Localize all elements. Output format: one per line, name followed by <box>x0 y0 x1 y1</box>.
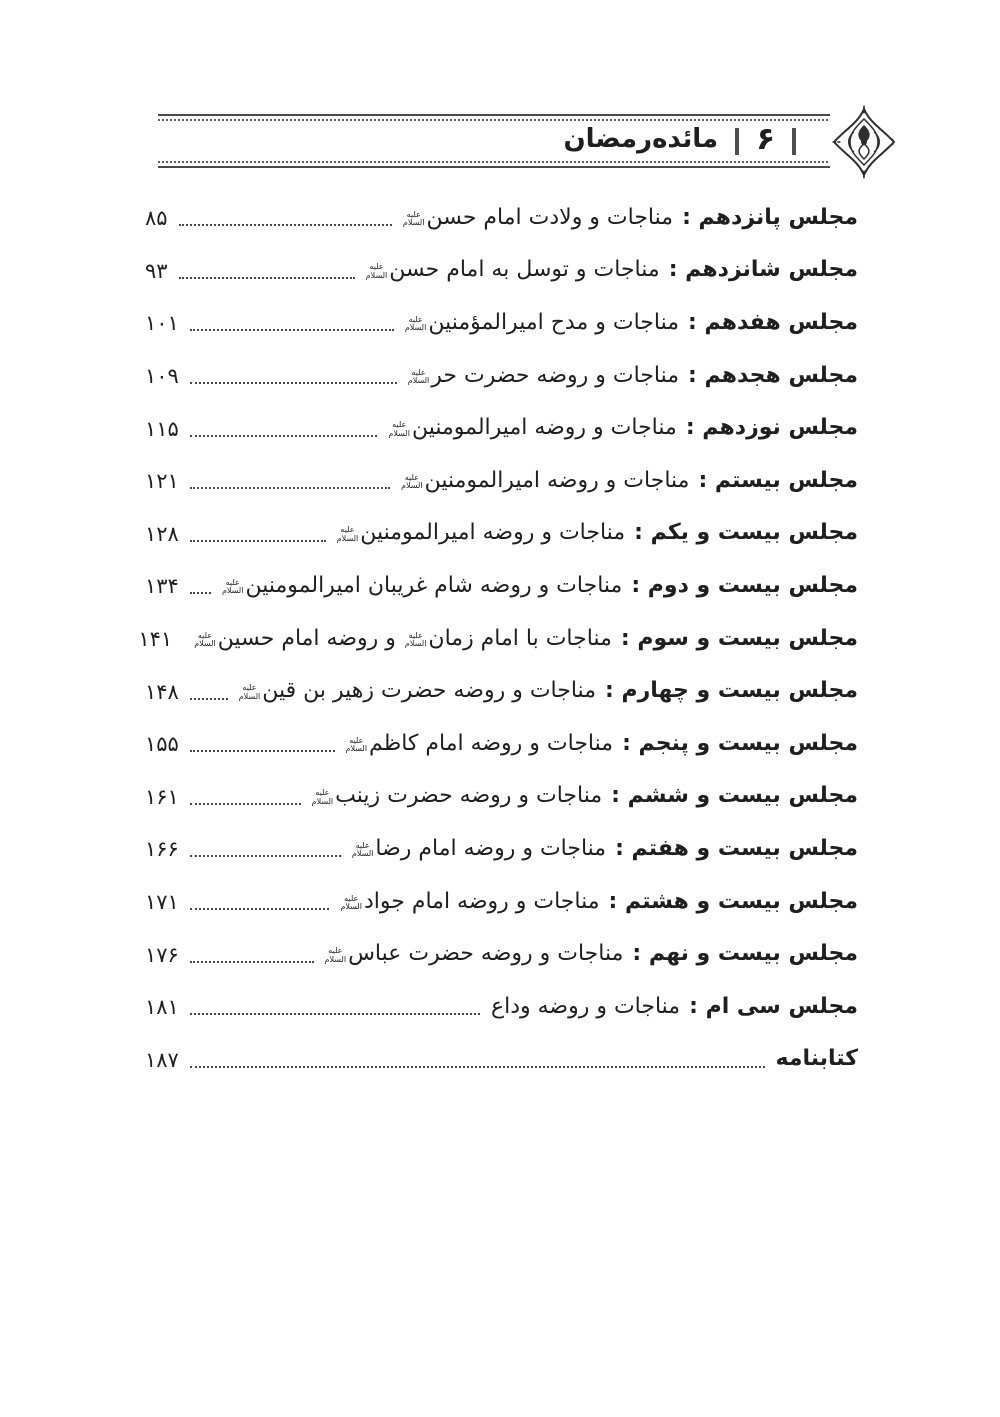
toc-entry-label: مجلس بیست و سوم : <box>620 625 858 651</box>
toc-entry <box>145 770 858 823</box>
separator-bar <box>792 128 796 155</box>
toc-entry-page-number: ۹۳ <box>145 258 168 283</box>
dotted-leader <box>190 1066 765 1068</box>
toc-entry-page-number: ۱۷۶ <box>145 942 179 967</box>
dotted-leader <box>179 224 392 226</box>
toc-entry-label: مجلس بیست و هشتم : <box>608 888 858 914</box>
toc-entry <box>145 1033 858 1086</box>
toc-entry <box>138 612 858 665</box>
toc-entry-label: مجلس نوزدهم : <box>685 415 858 441</box>
honorific-mark-icon: علیه السلام <box>407 367 430 385</box>
toc-entry <box>145 349 858 402</box>
dotted-leader <box>190 803 301 805</box>
toc-entry-label: مجلس پانزدهم : <box>682 204 858 230</box>
honorific-mark-icon: علیه السلام <box>238 683 261 701</box>
header-content <box>158 114 860 168</box>
toc-entry <box>145 717 858 770</box>
toc-entry-text: مناجات و روضه امیرالمومنین علیه السلام <box>401 467 690 493</box>
toc-entry-label: مجلس سی ام : <box>689 993 858 1019</box>
toc-entry-label: مجلس بیست و نهم : <box>632 941 858 967</box>
toc-entry-text: مناجات با امام زمان علیه السلام <box>404 625 612 651</box>
toc-entry <box>145 507 858 560</box>
header-page-number: ۶ <box>756 120 775 157</box>
honorific-mark-icon: علیه السلام <box>345 735 368 754</box>
toc-entry-text: و روضه امام حسین علیه السلام <box>194 625 396 651</box>
toc-entry-label: مجلس هجدهم : <box>688 362 858 388</box>
book-title: مائده‌رمضان <box>563 124 719 154</box>
floral-medallion-icon <box>830 105 898 179</box>
honorific-mark-icon: علیه السلام <box>221 577 244 596</box>
toc-entry-page-number: ۱۶۶ <box>145 837 179 862</box>
dotted-leader <box>190 1013 480 1015</box>
toc-entry-text: مناجات و روضه امیرالمومنین علیه السلام <box>336 520 626 546</box>
toc-entry-text: مناجات و ولادت امام حسن علیه السلام <box>402 204 674 230</box>
honorific-mark-icon: علیه السلام <box>388 420 410 438</box>
dotted-leader <box>190 540 326 542</box>
toc-entry-label: مجلس بیست و یکم : <box>634 520 858 546</box>
dotted-leader <box>190 487 390 489</box>
honorific-mark-icon: علیه السلام <box>365 262 388 280</box>
dotted-leader <box>190 592 211 594</box>
dotted-leader <box>190 698 228 700</box>
dotted-leader <box>190 435 378 437</box>
toc-entry <box>145 664 858 717</box>
honorific-mark-icon: علیه السلام <box>324 946 347 964</box>
toc-entry-label: مجلس شانزدهم : <box>668 257 858 283</box>
toc-entry-text: مناجات و روضه حضرت زینب علیه السلام <box>311 783 603 809</box>
honorific-mark-icon: علیه السلام <box>336 525 359 543</box>
honorific-mark-icon: علیه السلام <box>194 630 216 648</box>
toc-entry-label: مجلس بیست و دوم : <box>631 572 858 598</box>
toc-entry-text: مناجات و روضه امام جواد علیه السلام <box>340 888 600 914</box>
toc-entry-page-number: ۱۳۴ <box>145 574 179 599</box>
toc-entry <box>145 296 858 349</box>
toc-entry-text: مناجات و توسل به امام حسن علیه السلام <box>365 257 660 283</box>
honorific-mark-icon: علیه السلام <box>402 209 425 228</box>
dotted-leader <box>190 382 397 384</box>
toc-entry-page-number: ۱۵۵ <box>145 732 179 757</box>
honorific-mark-icon: علیه السلام <box>340 893 362 911</box>
toc-entry <box>145 401 858 454</box>
honorific-mark-icon: علیه السلام <box>351 840 374 859</box>
toc-entry-text: مناجات و روضه حضرت حر علیه السلام <box>407 362 679 388</box>
toc-entry-text: مناجات و مدح امیرالمؤمنین علیه السلام <box>404 309 680 335</box>
toc-list <box>138 191 858 1085</box>
toc-entry <box>145 822 858 875</box>
toc-entry-page-number: ۱۷۱ <box>145 890 179 915</box>
toc-entry-text: مناجات و روضه حضرت عباس علیه السلام <box>324 941 624 967</box>
honorific-mark-icon: علیه السلام <box>404 314 427 333</box>
toc-entry-text: مناجات و روضه وداع <box>490 993 681 1019</box>
toc-entry-label: مجلس بیست و هفتم : <box>615 835 858 861</box>
page-header <box>158 114 860 168</box>
toc-entry <box>145 244 858 297</box>
dotted-leader <box>190 908 330 910</box>
toc-entry <box>145 191 858 244</box>
toc-entry-page-number: ۱۲۱ <box>145 469 179 494</box>
toc-entry <box>145 927 858 980</box>
honorific-mark-icon: علیه السلام <box>311 788 334 806</box>
toc-entry-page-number: ۸۵ <box>145 206 168 231</box>
toc-entry-label: مجلس بیست و پنجم : <box>622 730 858 756</box>
toc-entry-label: مجلس بیست و ششم : <box>611 783 858 809</box>
dotted-leader <box>179 277 355 279</box>
honorific-mark-icon: علیه السلام <box>404 630 427 648</box>
toc-entry-text: مناجات و روضه امام کاظم علیه السلام <box>345 730 614 756</box>
toc-entry-label: کتابنامه <box>775 1046 858 1072</box>
toc-entry <box>145 559 858 612</box>
dotted-leader <box>190 750 335 752</box>
dotted-leader <box>190 961 314 963</box>
toc-entry-text: مناجات و روضه امام رضا علیه السلام <box>351 835 607 861</box>
toc-entry <box>145 980 858 1033</box>
toc-entry-page-number: ۱۲۸ <box>145 521 179 546</box>
toc-entry-text: مناجات و روضه امیرالمومنین علیه السلام <box>388 415 677 441</box>
toc-entry-page-number: ۱۰۱ <box>145 311 179 336</box>
toc-entry <box>145 875 858 928</box>
dotted-leader <box>190 329 394 331</box>
toc-entry-text: مناجات و روضه حضرت زهیر بن قین علیه السلام <box>238 678 596 704</box>
toc-entry-page-number: ۱۸۷ <box>145 1047 179 1072</box>
toc-entry <box>145 454 858 507</box>
toc-entry-page-number: ۱۱۵ <box>145 416 179 441</box>
toc-entry-page-number: ۱۶۱ <box>145 784 179 809</box>
toc-entry-page-number: ۱۴۱ <box>138 627 173 652</box>
toc-entry-page-number: ۱۴۸ <box>145 679 179 704</box>
toc-entry-page-number: ۱۸۱ <box>145 995 179 1020</box>
dotted-leader <box>190 855 341 857</box>
toc-entry-label: مجلس هفدهم : <box>688 309 858 335</box>
separator-bar <box>735 128 739 155</box>
honorific-mark-icon: علیه السلام <box>401 472 423 491</box>
toc-entry-label: مجلس بیستم : <box>698 467 858 493</box>
toc-entry-label: مجلس بیست و چهارم : <box>604 678 858 704</box>
toc-entry-page-number: ۱۰۹ <box>145 364 179 389</box>
toc-entry-text: مناجات و روضه شام غریبان امیرالمومنین علیه السلام <box>221 572 623 598</box>
